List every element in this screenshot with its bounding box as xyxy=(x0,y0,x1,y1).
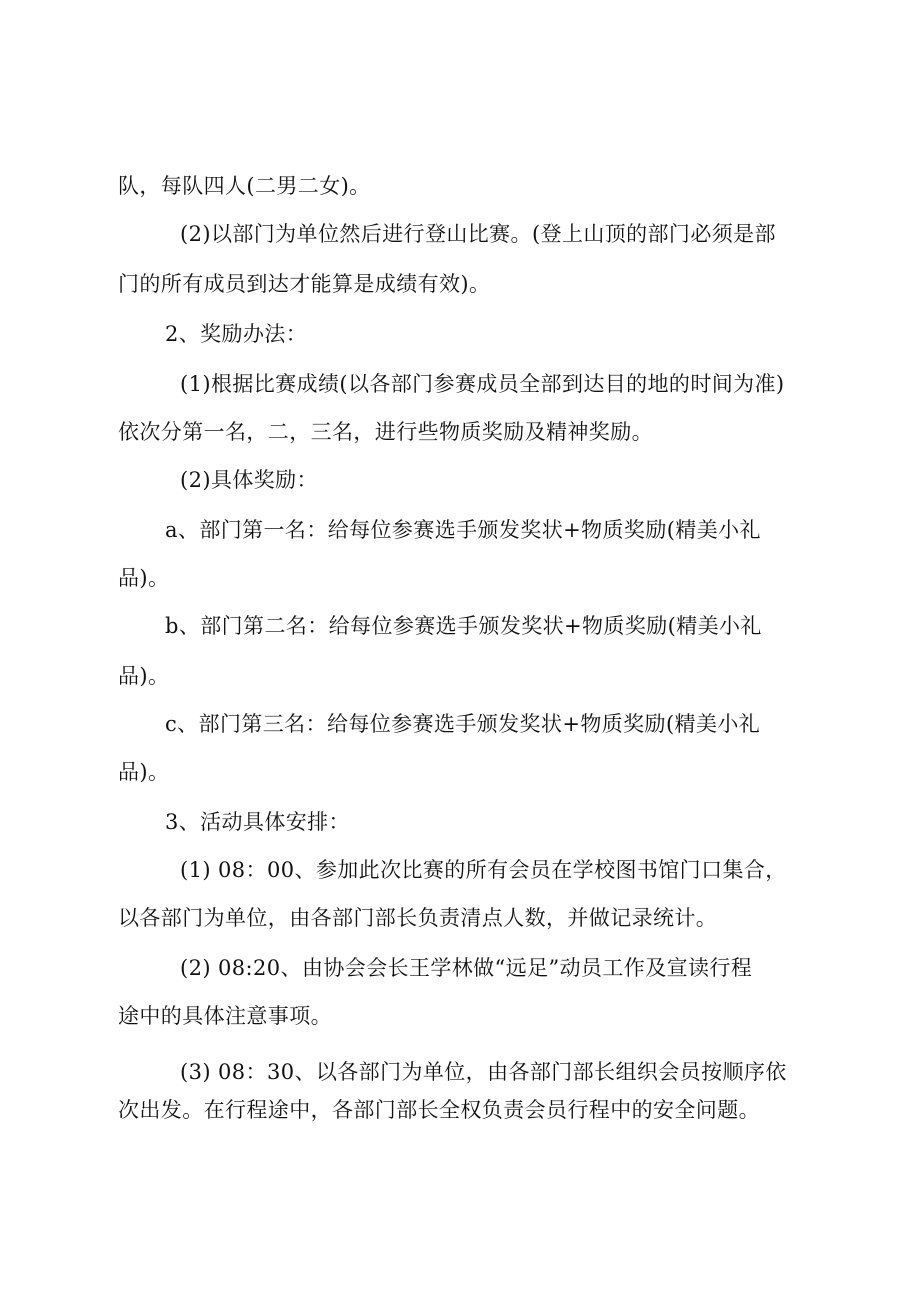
list-item-line: b、部门第二名：给每位参赛选手颁发奖状+物质奖励(精美小礼 xyxy=(165,614,762,638)
paragraph-line: (1) 08：00、参加此次比赛的所有会员在学校图书馆门口集合， xyxy=(180,858,787,882)
paragraph-line: 以各部门为单位，由各部门部长负责清点人数，并做记录统计。 xyxy=(118,906,718,930)
list-item-line: 品)。 xyxy=(118,760,170,784)
paragraph-line: 队，每队四人(二男二女)。 xyxy=(118,174,371,198)
paragraph-line: 次出发。在行程途中，各部门部长全权负责会员行程中的安全问题。 xyxy=(118,1098,760,1122)
list-item-line: 品)。 xyxy=(118,664,170,688)
section-heading: 2、奖励办法： xyxy=(165,322,308,346)
section-heading: 3、活动具体安排： xyxy=(165,810,350,834)
paragraph-line: (2)以部门为单位然后进行登山比赛。(登上山顶的部门必须是部 xyxy=(180,222,776,246)
paragraph-line: (1)根据比赛成绩(以各部门参赛成员全部到达目的地的时间为准) xyxy=(180,372,785,396)
paragraph-line: 门的所有成员到达才能算是成绩有效)。 xyxy=(118,272,491,296)
paragraph-line: 途中的具体注意事项。 xyxy=(118,1004,332,1028)
list-item-line: 品)。 xyxy=(118,566,170,590)
list-item-line: c、部门第三名：给每位参赛选手颁发奖状+物质奖励(精美小礼 xyxy=(165,712,761,736)
paragraph-line: (3) 08：30、以各部门为单位，由各部门部长组织会员按顺序依 xyxy=(180,1060,787,1084)
paragraph-line: 依次分第一名，二，三名，进行些物质奖励及精神奖励。 xyxy=(118,420,653,444)
list-item-line: a、部门第一名：给每位参赛选手颁发奖状+物质奖励(精美小礼 xyxy=(165,518,761,542)
paragraph-line: (2) 08:20、由协会会长王学林做“远足”动员工作及宣读行程 xyxy=(180,956,753,980)
subheading-line: (2)具体奖励： xyxy=(180,468,318,492)
